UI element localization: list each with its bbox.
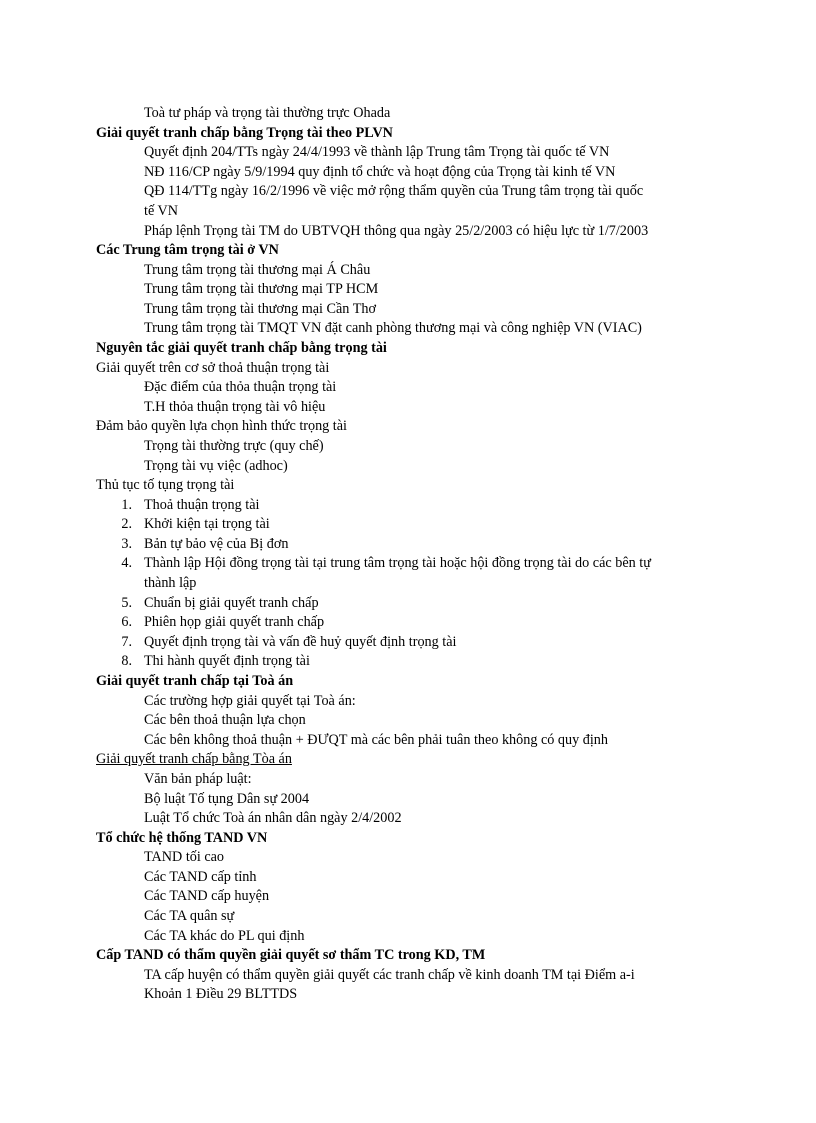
text-line: Trọng tài vụ việc (adhoc)	[144, 458, 288, 474]
list-item-number: 2.	[121, 516, 132, 532]
section-heading: Giải quyết tranh chấp bằng Trọng tài theo PLVN	[96, 125, 393, 141]
text-line: Các TAND cấp tỉnh	[144, 869, 257, 885]
text-line: Văn bản pháp luật:	[144, 771, 252, 787]
text-line: Các TA quân sự	[144, 908, 235, 924]
list-item-number: 4.	[121, 555, 132, 571]
text-line: Toà tư pháp và trọng tài thường trực Ohada	[144, 105, 391, 121]
text-line: Các TAND cấp huyện	[144, 888, 270, 904]
list-item: Thoả thuận trọng tài	[144, 497, 260, 513]
list-item: Thi hành quyết định trọng tài	[144, 653, 310, 669]
text-line: Đảm bảo quyền lựa chọn hình thức trọng tài	[96, 418, 347, 434]
section-heading: Nguyên tắc giải quyết tranh chấp bằng trọng tài	[96, 340, 387, 356]
text-line: QĐ 114/TTg ngày 16/2/1996 về việc mở rộng thẩm quyền của Trung tâm trọng tài quốc	[144, 183, 644, 199]
text-line: Trung tâm trọng tài thương mại TP HCM	[144, 281, 379, 297]
text-line: TA cấp huyện có thẩm quyền giải quyết các tranh chấp về kinh doanh TM tại Điểm a-i	[144, 967, 635, 983]
text-line: NĐ 116/CP ngày 5/9/1994 quy định tổ chức và hoạt động của Trọng tài kinh tế VN	[144, 164, 616, 180]
list-item-number: 3.	[121, 536, 132, 552]
text-line: Khoản 1 Điều 29 BLTTDS	[144, 986, 298, 1002]
text-line: Thủ tục tố tụng trọng tài	[96, 477, 235, 493]
underlined-heading: Giải quyết tranh chấp bằng Tòa án	[96, 751, 292, 767]
list-item: Quyết định trọng tài và vấn đề huỷ quyết định trọng tài	[144, 634, 457, 650]
text-line: TAND tối cao	[144, 849, 225, 865]
text-line: Quyết định 204/TTs ngày 24/4/1993 về thành lập Trung tâm Trọng tài quốc tế VN	[144, 144, 610, 160]
text-line: Pháp lệnh Trọng tài TM do UBTVQH thông qua ngày 25/2/2003 có hiệu lực từ 1/7/2003	[144, 223, 649, 239]
section-heading: Tổ chức hệ thống TAND VN	[96, 830, 268, 846]
text-line: Đặc điểm của thỏa thuận trọng tài	[144, 379, 337, 395]
text-line: Các trường hợp giải quyết tại Toà án:	[144, 693, 356, 709]
list-item-number: 8.	[121, 653, 132, 669]
list-item-number: 6.	[121, 614, 132, 630]
text-line: Các bên thoả thuận lựa chọn	[144, 712, 306, 728]
list-item-number: 7.	[121, 634, 132, 650]
text-line: Trọng tài thường trực (quy chế)	[144, 438, 324, 454]
text-line: Trung tâm trọng tài TMQT VN đặt canh phòng thương mại và công nghiệp VN (VIAC)	[144, 320, 642, 336]
text-line: Luật Tổ chức Toà án nhân dân ngày 2/4/2002	[144, 810, 402, 826]
text-line: T.H thỏa thuận trọng tài vô hiệu	[144, 399, 326, 415]
list-item-number: 5.	[121, 595, 132, 611]
list-item: Thành lập Hội đồng trọng tài tại trung tâm trọng tài hoặc hội đồng trọng tài do các bên tự	[144, 555, 651, 571]
list-item: Phiên họp giải quyết tranh chấp	[144, 614, 325, 630]
list-item-number: 1.	[121, 497, 132, 513]
text-line: Trung tâm trọng tài thương mại Cần Thơ	[144, 301, 376, 317]
text-line: Các TA khác do PL qui định	[144, 928, 305, 944]
text-line: Trung tâm trọng tài thương mại Á Châu	[144, 262, 371, 278]
text-line: tế VN	[144, 203, 179, 219]
list-item-continuation: thành lập	[144, 575, 197, 591]
section-heading: Giải quyết tranh chấp tại Toà án	[96, 673, 294, 689]
section-heading: Cấp TAND có thẩm quyền giải quyết sơ thẩm TC trong KD, TM	[96, 947, 486, 963]
list-item: Bản tự bảo vệ của Bị đơn	[144, 536, 289, 552]
text-line: Bộ luật Tố tụng Dân sự 2004	[144, 791, 310, 807]
text-line: Các bên không thoả thuận + ĐƯQT mà các bên phải tuân theo không có quy định	[144, 732, 608, 748]
list-item: Chuẩn bị giải quyết tranh chấp	[144, 595, 319, 611]
section-heading: Các Trung tâm trọng tài ở VN	[96, 242, 279, 258]
list-item: Khởi kiện tại trọng tài	[144, 516, 270, 532]
text-line: Giải quyết trên cơ sở thoả thuận trọng tài	[96, 360, 330, 376]
